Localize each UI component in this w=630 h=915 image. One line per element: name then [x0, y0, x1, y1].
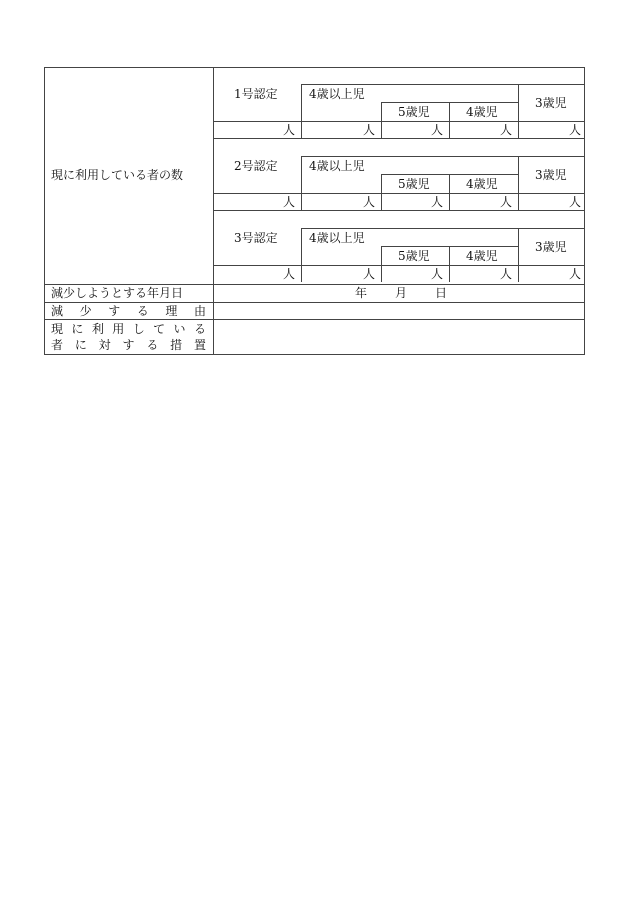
current-users-label: 現に利用している者の数 — [51, 168, 184, 182]
age4-label-3: 4歳児 — [466, 249, 498, 263]
unit-2e: 人 — [568, 195, 581, 209]
age3-label-1: 3歳児 — [535, 96, 567, 110]
unit-3d: 人 — [499, 267, 512, 281]
cert-label-1: 1号認定 — [234, 87, 278, 101]
unit-1e: 人 — [568, 123, 581, 137]
date-day-mark: 日 — [435, 286, 448, 300]
label-column-divider — [213, 68, 214, 355]
unit-3b: 人 — [362, 267, 375, 281]
unit-3c: 人 — [430, 267, 443, 281]
row-divider-measures — [45, 319, 585, 320]
measures-label-line1: 現 に 利 用 し て い る — [51, 322, 206, 336]
age5-label-3: 5歳児 — [398, 249, 430, 263]
unit-3a: 人 — [282, 267, 295, 281]
age3-label-2: 3歳児 — [535, 168, 567, 182]
measures-label-line2: 者 に 対 す る 措 置 — [51, 338, 206, 352]
over4-label-2: 4歳以上児 — [309, 159, 365, 173]
unit-1c: 人 — [430, 123, 443, 137]
reduction-date-label: 減少しようとする年月日 — [51, 286, 184, 300]
age5-label-2: 5歳児 — [398, 177, 430, 191]
unit-3e: 人 — [568, 267, 581, 281]
unit-2b: 人 — [362, 195, 375, 209]
over4-label-1: 4歳以上児 — [309, 87, 365, 101]
unit-1d: 人 — [499, 123, 512, 137]
reduction-notification-form — [44, 67, 585, 355]
age4-label-1: 4歳児 — [466, 105, 498, 119]
date-year-mark: 年 — [355, 286, 368, 300]
row-divider-date — [45, 284, 585, 285]
reduction-reason-label: 減 少 す る 理 由 — [51, 304, 206, 318]
unit-2c: 人 — [430, 195, 443, 209]
row-divider-reason — [45, 302, 585, 303]
age3-label-3: 3歳児 — [535, 240, 567, 254]
age4-label-2: 4歳児 — [466, 177, 498, 191]
date-month-mark: 月 — [395, 286, 408, 300]
unit-2a: 人 — [282, 195, 295, 209]
age5-label-1: 5歳児 — [398, 105, 430, 119]
unit-1b: 人 — [362, 123, 375, 137]
cert-label-2: 2号認定 — [234, 159, 278, 173]
unit-1a: 人 — [282, 123, 295, 137]
over4-label-3: 4歳以上児 — [309, 231, 365, 245]
cert-label-3: 3号認定 — [234, 231, 278, 245]
unit-2d: 人 — [499, 195, 512, 209]
